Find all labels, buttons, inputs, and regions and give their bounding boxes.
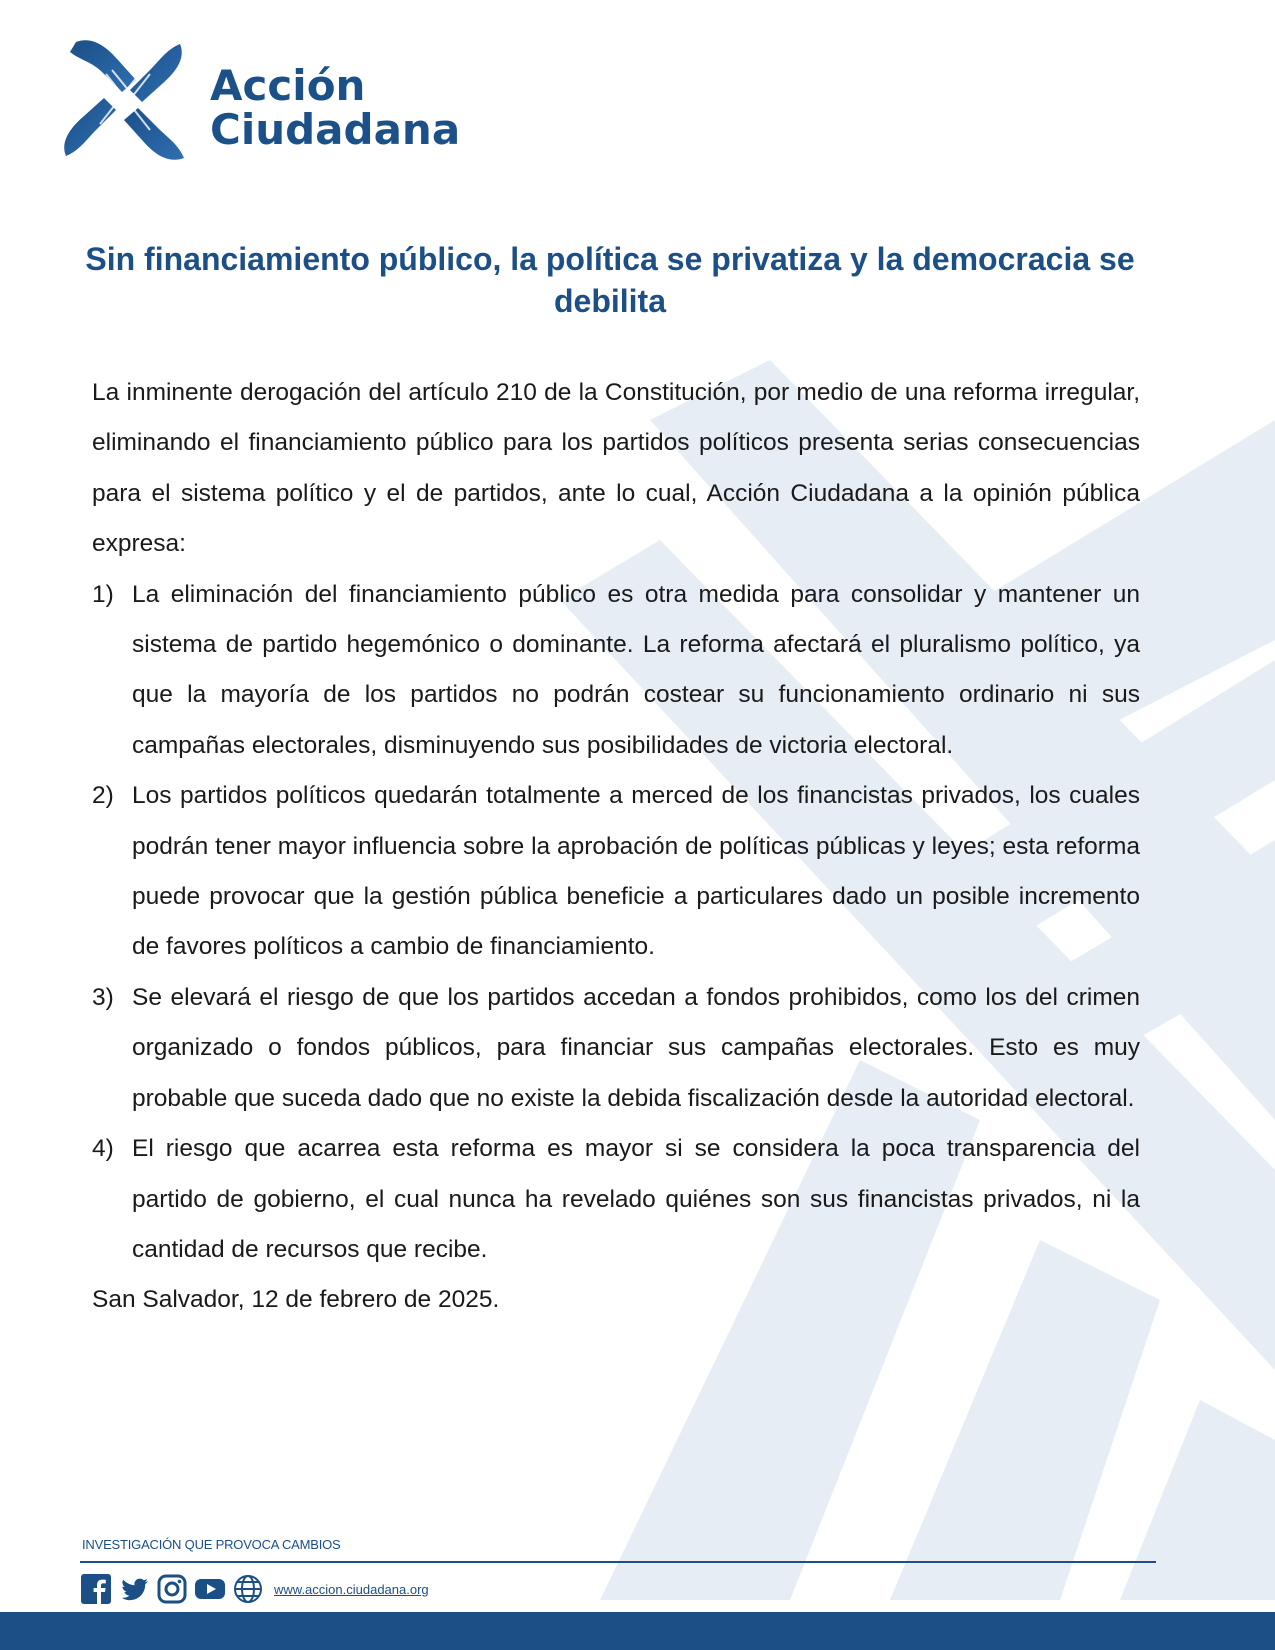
hands-x-logo-icon — [58, 34, 198, 174]
brand-name-line1: Acción — [210, 61, 366, 110]
list-item-number: 1) — [92, 580, 114, 608]
list-item-text: Los partidos políticos quedarán totalmente a merced de los financistas privados, los cuales podrán tener mayor influencia sobre la aprobación de políticas públicas y leyes; esta reforma puede provocar que la gestión pública beneficie a particulares dado un posible incremento de favores políticos a cambio de financiamiento. — [132, 782, 1140, 961]
facebook-icon[interactable] — [80, 1573, 112, 1605]
list-item — [92, 1124, 1140, 1275]
list-item-number: 3) — [92, 983, 114, 1011]
list-item — [92, 973, 1140, 1124]
points-list — [92, 570, 1140, 1276]
brand-wordmark — [210, 61, 461, 154]
globe-icon — [232, 1573, 264, 1605]
brand-name-line2: Ciudadana — [210, 105, 461, 154]
list-item — [92, 570, 1140, 772]
list-item-number: 4) — [92, 1135, 114, 1163]
footer-bar — [0, 1612, 1275, 1650]
list-item — [92, 771, 1140, 973]
date-line: San Salvador, 12 de febrero de 2025. — [92, 1286, 500, 1314]
footer-tagline: INVESTIGACIÓN QUE PROVOCA CAMBIOS — [82, 1537, 341, 1552]
list-item-number: 2) — [92, 782, 114, 810]
footer-divider — [80, 1561, 1156, 1563]
brand-logo — [58, 34, 478, 184]
list-item-text: Se elevará el riesgo de que los partidos accedan a fondos prohibidos, como los del crimen organizado o fondos públicos, para financiar sus campañas electorales. Esto es muy probable que suceda dado que no existe la debida fiscalización desde la autoridad electoral. — [132, 983, 1140, 1112]
website-link[interactable]: www.accion.ciudadana.org — [274, 1581, 429, 1597]
instagram-icon[interactable] — [156, 1573, 188, 1605]
list-item-text: El riesgo que acarrea esta reforma es mayor si se considera la poca transparencia del partido de gobierno, el cual nunca ha revelado quiénes son sus financistas privados, ni la cantidad de recursos que recibe. — [132, 1135, 1140, 1263]
intro-paragraph: La inminente derogación del artículo 210 de la Constitución, por medio de una reforma irregular, eliminando el financiamiento público para los partidos políticos presenta serias consecuencias para el sistema político y el de partidos, ante lo cual, Acción Ciudadana a la opinión pública expresa: — [92, 379, 1140, 558]
document-body — [92, 368, 1140, 1326]
document-title: Sin financiamiento público, la política se privatiza y la democracia se debilita — [85, 241, 1135, 319]
list-item-text: La eliminación del financiamiento público es otra medida para consolidar y mantener un sistema de partido hegemónico o dominante. La reforma afectará el pluralismo político, ya que la mayoría de los partidos no podrán costear su funcionamiento ordinario ni sus campañas electorales, disminuyendo sus posibilidades de victoria electoral. — [132, 580, 1140, 759]
youtube-icon[interactable] — [194, 1573, 226, 1605]
social-links — [80, 1573, 429, 1605]
twitter-icon[interactable] — [118, 1573, 150, 1605]
